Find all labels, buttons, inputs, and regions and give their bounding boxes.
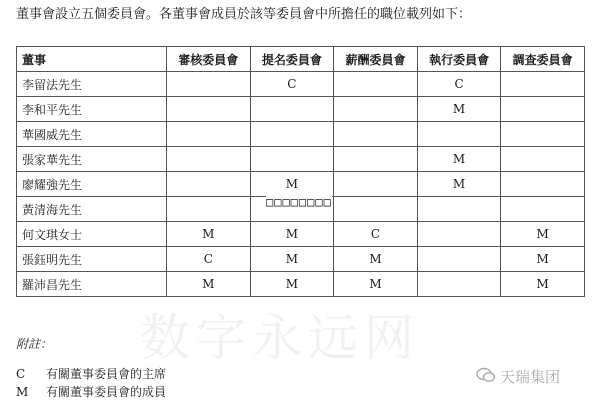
role-cell: M [334, 247, 418, 272]
role-cell: C [334, 222, 418, 247]
director-name-cell: 華國威先生 [17, 122, 167, 147]
committee-table [16, 46, 585, 297]
role-cell [334, 147, 418, 172]
legend-text: 有關董事委員會的主席 [46, 367, 167, 381]
role-cell: M [334, 272, 418, 297]
notes-label: 附註： [16, 337, 53, 351]
director-name-cell: 李和平先生 [17, 97, 167, 122]
table-row [17, 222, 585, 247]
director-name-cell: 張家華先生 [17, 147, 167, 172]
brand-name: 天瑞集团 [500, 368, 561, 386]
role-cell: M [501, 272, 585, 297]
role-cell [417, 122, 501, 147]
role-cell [334, 72, 418, 97]
table-row [17, 147, 585, 172]
role-cell [417, 272, 501, 297]
director-name-cell: 李留法先生 [17, 72, 167, 97]
legend [16, 365, 166, 401]
role-cell [167, 122, 251, 147]
role-cell [334, 122, 418, 147]
director-name-cell: 何文琪女士 [17, 222, 167, 247]
table-row [17, 172, 585, 197]
role-cell [167, 172, 251, 197]
column-header-nomination: 提名委員會 [250, 47, 334, 72]
role-cell [334, 97, 418, 122]
column-header-audit: 審核委員會 [167, 47, 251, 72]
role-cell [417, 197, 501, 222]
director-name-cell: 張鈺明先生 [17, 247, 167, 272]
table-row [17, 97, 585, 122]
role-cell [501, 147, 585, 172]
legend-row-chair [16, 365, 166, 383]
role-cell [250, 122, 334, 147]
column-header-executive: 執行委員會 [417, 47, 501, 72]
role-cell: M [417, 147, 501, 172]
director-name-cell: 廖耀強先生 [17, 172, 167, 197]
wechat-icon [476, 367, 496, 387]
column-header-director: 董事 [17, 47, 167, 72]
role-cell: M [250, 272, 334, 297]
overlay-placeholder-text: □□□□□□□□ [266, 195, 332, 209]
brand-watermark [476, 366, 560, 387]
role-cell: M [417, 172, 501, 197]
role-cell [501, 97, 585, 122]
role-cell: M [167, 272, 251, 297]
role-cell [167, 72, 251, 97]
role-cell [334, 172, 418, 197]
role-cell [501, 197, 585, 222]
legend-text: 有關董事委員會的成員 [46, 385, 167, 399]
role-cell: C [250, 72, 334, 97]
role-cell [334, 197, 418, 222]
legend-code: C [16, 367, 26, 381]
table-row [17, 72, 585, 97]
intro-text: 董事會設立五個委員會。各董事會成員於該等委員會中所擔任的職位載列如下： [16, 7, 472, 22]
legend-row-member [16, 383, 166, 401]
role-cell: M [167, 222, 251, 247]
legend-code: M [16, 385, 29, 399]
role-cell [417, 222, 501, 247]
role-cell: C [167, 247, 251, 272]
director-name-cell: 黃清海先生 [17, 197, 167, 222]
role-cell: M [250, 247, 334, 272]
role-cell [501, 172, 585, 197]
table-row [17, 247, 585, 272]
watermark-text: 数字永远网 [140, 309, 420, 367]
role-cell [250, 147, 334, 172]
role-cell: C [417, 72, 501, 97]
role-cell: M [250, 172, 334, 197]
table-row [17, 272, 585, 297]
table-header-row [17, 47, 585, 72]
role-cell [250, 97, 334, 122]
column-header-remuneration: 薪酬委員會 [334, 47, 418, 72]
role-cell [167, 97, 251, 122]
column-header-investigation: 調查委員會 [501, 47, 585, 72]
role-cell [167, 197, 251, 222]
role-cell: M [501, 222, 585, 247]
role-cell: M [501, 247, 585, 272]
role-cell: M [417, 97, 501, 122]
role-cell [417, 247, 501, 272]
role-cell [167, 147, 251, 172]
director-name-cell: 羅沛昌先生 [17, 272, 167, 297]
table-row [17, 122, 585, 147]
role-cell [501, 122, 585, 147]
role-cell [501, 72, 585, 97]
role-cell: M [250, 222, 334, 247]
